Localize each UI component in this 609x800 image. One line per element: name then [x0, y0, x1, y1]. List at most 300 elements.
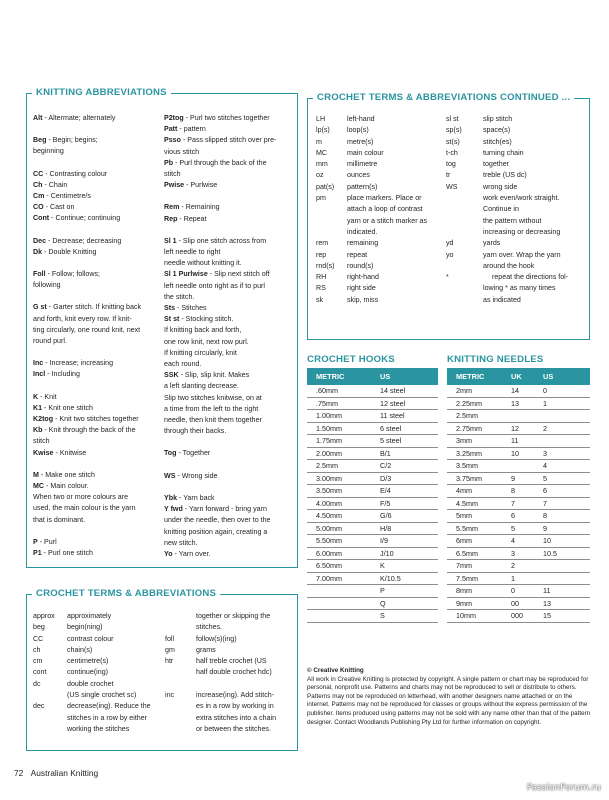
page-number: 72 — [14, 768, 24, 778]
spacer — [33, 124, 161, 135]
abbreviation-definition: - Stocking stitch. — [179, 315, 234, 324]
abbreviation-definition: - pattern — [177, 125, 206, 134]
table-row — [307, 535, 438, 548]
term-abbreviation — [446, 295, 483, 306]
abbreviation-entry — [164, 124, 296, 135]
term-row — [316, 193, 448, 204]
table-cell: 6mm — [456, 536, 472, 546]
abbreviation-entry — [33, 191, 161, 202]
abbreviation-definition: - Continue; continuing — [49, 214, 121, 223]
crochet-terms-continued-title: CROCHET TERMS & ABBREVIATIONS CONTINUED ... — [313, 92, 574, 103]
abbreviation-entry — [33, 515, 161, 526]
table-cell: 2 — [543, 423, 547, 433]
abbreviation-term: Cm — [33, 192, 45, 201]
abbreviation-entry — [33, 314, 161, 325]
crochet-terms-column-1 — [33, 611, 169, 735]
abbreviation-entry — [164, 303, 296, 314]
spacer — [164, 225, 296, 236]
term-row — [446, 137, 586, 148]
table-header-cell: US — [380, 372, 391, 381]
term-abbreviation — [446, 193, 483, 204]
abbreviation-entry — [33, 202, 161, 213]
copyright-heading: © Creative Knitting — [307, 667, 364, 674]
knitting-needles-title: KNITTING NEEDLES — [447, 354, 544, 365]
term-meaning: half treble crochet (US — [196, 657, 267, 666]
abbreviation-entry — [164, 393, 296, 404]
term-row — [446, 250, 586, 261]
table-cell: 8 — [543, 511, 547, 521]
term-row — [33, 622, 169, 633]
abbreviation-entry — [164, 426, 296, 437]
term-abbreviation: st(s) — [446, 137, 460, 146]
abbreviation-definition: - Knit — [38, 392, 57, 401]
term-row — [316, 227, 448, 238]
term-meaning: attach a loop of contrast — [347, 205, 423, 214]
abbreviation-entry — [33, 302, 161, 313]
abbreviation-definition: the stitch. — [164, 292, 195, 301]
term-abbreviation: rep — [316, 250, 327, 259]
abbreviation-term: WS — [164, 471, 176, 480]
abbreviation-definition: a time from the left to the right — [164, 404, 259, 413]
table-cell: 3.50mm — [316, 486, 342, 496]
abbreviation-entry — [33, 369, 161, 380]
table-cell: 5.50mm — [316, 536, 342, 546]
table-cell: 2.25mm — [456, 398, 482, 408]
abbreviation-definition: under the needle, then over to the — [164, 516, 271, 525]
table-cell: D/3 — [380, 473, 392, 483]
table-cell: 5.00mm — [316, 523, 342, 533]
term-row — [316, 159, 448, 170]
abbreviation-definition: - Yarn over. — [172, 549, 211, 558]
term-row — [165, 713, 297, 724]
table-row — [447, 460, 590, 473]
term-meaning: work even/work straight. — [483, 194, 560, 203]
abbreviation-definition: - Garter stitch. If knitting back — [46, 303, 142, 312]
term-row — [446, 238, 586, 249]
abbreviation-entry — [33, 492, 161, 503]
term-abbreviation: rem — [316, 239, 329, 248]
table-cell: .75mm — [316, 398, 338, 408]
term-meaning: together — [483, 160, 510, 169]
abbreviation-definition: ting circularly, one round knit, next — [33, 325, 141, 334]
term-abbreviation — [33, 713, 67, 724]
abbreviation-definition: - Contrasting colour — [43, 169, 108, 178]
term-meaning: the pattern without — [483, 216, 542, 225]
term-meaning: right-hand — [347, 273, 379, 282]
abbreviation-entry — [164, 247, 296, 258]
table-cell: 1.50mm — [316, 423, 342, 433]
table-row — [447, 560, 590, 573]
term-row — [316, 238, 448, 249]
abbreviation-definition: a left slanting decrease. — [164, 382, 239, 391]
table-cell: P — [380, 586, 385, 596]
term-abbreviation: beg — [33, 623, 45, 632]
table-cell: 2.00mm — [316, 448, 342, 458]
table-cell: 4 — [543, 461, 547, 471]
table-cell: 7 — [543, 498, 547, 508]
term-abbreviation — [316, 216, 347, 227]
table-cell: 4.5mm — [456, 498, 478, 508]
abbreviation-term: Pwise — [164, 181, 185, 190]
abbreviation-definition: that is dominant. — [33, 515, 86, 524]
abbreviation-term: Cont — [33, 214, 50, 223]
term-abbreviation: LH — [316, 115, 326, 123]
abbreviation-definition: left needle onto right as if to purl — [164, 281, 265, 290]
term-row — [33, 656, 169, 667]
term-meaning: ounces — [347, 171, 370, 180]
term-meaning: continue(ing) — [67, 668, 109, 677]
table-cell: 2mm — [456, 386, 472, 396]
abbreviation-term: CO — [33, 203, 44, 212]
table-cell: 2.5mm — [456, 411, 478, 421]
abbreviation-term: P — [33, 537, 38, 546]
abbreviation-definition: - Cast on — [43, 203, 75, 212]
abbreviation-entry — [33, 325, 161, 336]
table-row — [447, 485, 590, 498]
term-meaning: loop(s) — [347, 126, 369, 135]
abbreviation-entry — [164, 359, 296, 370]
table-cell: 2 — [511, 561, 515, 571]
spacer — [164, 460, 296, 471]
term-row — [446, 159, 586, 170]
abbreviation-definition: - Together — [176, 449, 211, 458]
crochet-hooks-title: CROCHET HOOKS — [307, 354, 395, 365]
table-cell: 3.25mm — [456, 448, 482, 458]
abbreviation-definition: - Decrease; decreasing — [46, 236, 122, 245]
table-cell: 1 — [543, 398, 547, 408]
abbreviation-entry — [33, 280, 161, 291]
term-meaning: place markers. Place or — [347, 194, 422, 203]
table-cell: 9 — [543, 523, 547, 533]
table-cell: 15 — [543, 611, 551, 621]
table-row — [307, 410, 438, 423]
term-abbreviation: sl st — [446, 115, 459, 123]
abbreviation-entry — [33, 503, 161, 514]
term-abbreviation: approx — [33, 612, 55, 620]
term-abbreviation: tog — [446, 160, 456, 169]
table-cell: G/6 — [380, 511, 392, 521]
table-row — [447, 410, 590, 423]
term-row — [316, 170, 448, 181]
copyright-notice — [307, 667, 592, 727]
term-row — [316, 272, 448, 283]
spacer — [164, 437, 296, 448]
table-cell: 11 steel — [380, 411, 405, 421]
abbreviation-definition: - Slip one stitch across from — [176, 236, 267, 245]
term-row — [165, 667, 297, 678]
term-row — [165, 690, 297, 701]
term-meaning: follow(s)(ing) — [196, 634, 237, 643]
term-meaning: metre(s) — [347, 137, 374, 146]
spacer — [164, 191, 296, 202]
term-meaning: centimetre(s) — [67, 657, 109, 666]
table-row — [307, 423, 438, 436]
term-meaning: yards — [483, 239, 501, 248]
table-cell: 0 — [511, 586, 515, 596]
crochet-terms-continued-column-2 — [446, 114, 586, 306]
knitting-abbreviations-title: KNITTING ABBREVIATIONS — [32, 87, 171, 98]
term-row — [33, 701, 169, 712]
abbreviation-entry — [164, 493, 296, 504]
term-row — [316, 295, 448, 306]
table-row — [307, 510, 438, 523]
table-header-cell: US — [543, 372, 554, 381]
abbreviation-definition: round purl. — [33, 337, 67, 346]
term-row — [316, 182, 448, 193]
table-row — [447, 473, 590, 486]
abbreviation-entry — [164, 471, 296, 482]
abbreviation-term: Patt — [164, 125, 178, 134]
term-abbreviation: gm — [165, 645, 175, 654]
term-abbreviation: yo — [446, 250, 454, 259]
abbreviation-entry — [164, 258, 296, 269]
abbreviation-entry — [164, 415, 296, 426]
term-meaning: chain(s) — [67, 645, 93, 654]
abbreviation-definition: - Centimetre/s — [44, 192, 91, 201]
table-cell: 12 — [511, 423, 519, 433]
abbreviation-term: Psso — [164, 136, 181, 145]
term-meaning: remaining — [347, 239, 379, 248]
table-cell: 4.50mm — [316, 511, 342, 521]
abbreviation-entry — [164, 158, 296, 169]
term-meaning: yarn over. Wrap the yarn — [483, 250, 561, 259]
abbreviation-definition: stitch — [164, 170, 181, 179]
abbreviation-definition: - Purl through the back of the — [173, 158, 267, 167]
term-row — [446, 204, 586, 215]
abbreviation-term: K1 — [33, 403, 43, 412]
term-abbreviation — [33, 690, 67, 701]
abbreviation-definition: - Knitwise — [53, 448, 87, 457]
term-meaning: grams — [196, 645, 216, 654]
table-cell: B/1 — [380, 448, 391, 458]
term-meaning: stitches in a row by either — [67, 713, 148, 722]
table-cell: 3 — [511, 548, 515, 558]
term-abbreviation: lp(s) — [316, 126, 330, 135]
term-abbreviation — [316, 227, 347, 238]
abbreviation-definition: - Yarn forward - bring yarn — [182, 505, 267, 514]
table-row — [447, 423, 590, 436]
abbreviation-entry — [33, 448, 161, 459]
table-cell: 10mm — [456, 611, 476, 621]
abbreviation-term: Tog — [164, 449, 177, 458]
table-cell: J/10 — [380, 548, 394, 558]
table-cell: 8 — [511, 486, 515, 496]
table-row — [447, 448, 590, 461]
abbreviation-definition: - Purl — [37, 537, 57, 546]
table-cell: 12 steel — [380, 398, 406, 408]
abbreviation-definition: - Slip, slip knit. Makes — [178, 371, 250, 380]
abbreviation-entry — [33, 336, 161, 347]
abbreviation-term: Sts — [164, 304, 176, 313]
abbreviation-term: Yo — [164, 549, 173, 558]
term-abbreviation: cont — [33, 668, 47, 677]
table-row — [447, 610, 590, 623]
table-cell: 1.00mm — [316, 411, 342, 421]
abbreviation-entry — [164, 549, 296, 560]
table-cell: 3.00mm — [316, 473, 342, 483]
abbreviation-term: Inc — [33, 359, 44, 368]
table-cell: 7.5mm — [456, 573, 478, 583]
abbreviation-definition: knitting position again, creating a — [164, 527, 268, 536]
spacer — [33, 381, 161, 392]
abbreviation-definition: following — [33, 281, 61, 290]
term-row — [316, 216, 448, 227]
term-abbreviation: rnd(s) — [316, 261, 335, 270]
table-row — [307, 560, 438, 573]
spacer — [33, 258, 161, 269]
term-row — [165, 634, 297, 645]
abbreviation-entry — [164, 169, 296, 180]
term-row — [33, 679, 169, 690]
crochet-terms-column-2 — [165, 611, 297, 735]
term-row — [33, 724, 169, 735]
abbreviation-entry — [164, 504, 296, 515]
abbreviation-definition: each round. — [164, 360, 202, 369]
term-abbreviation: t-ch — [446, 148, 458, 157]
term-row — [165, 701, 297, 712]
table-cell: 6.00mm — [316, 548, 342, 558]
abbreviation-entry — [33, 470, 161, 481]
term-abbreviation: oz — [316, 171, 324, 180]
term-abbreviation: pat(s) — [316, 182, 335, 191]
term-meaning: right side — [347, 284, 376, 293]
term-row — [446, 170, 586, 181]
knitting-abbreviations-column-2 — [164, 113, 296, 560]
table-row — [447, 523, 590, 536]
term-meaning: working the stitches — [67, 724, 130, 733]
abbreviation-definition: new stitch. — [164, 538, 198, 547]
term-abbreviation — [165, 611, 196, 622]
table-header-cell: METRIC — [316, 372, 345, 381]
term-meaning: or between the stitches. — [196, 724, 271, 733]
page-footer — [14, 768, 98, 778]
abbreviation-definition: needle, then knit them together — [164, 416, 262, 425]
term-abbreviation: m — [316, 137, 322, 146]
term-meaning: Continue in — [483, 205, 519, 214]
term-meaning: extra stitches into a chain — [196, 713, 277, 722]
term-meaning: repeat the directions fol- — [492, 273, 569, 282]
term-meaning: repeat — [347, 250, 368, 259]
abbreviation-definition: - Knit one stitch — [42, 403, 93, 412]
table-cell: K/10.5 — [380, 573, 401, 583]
abbreviation-entry — [164, 527, 296, 538]
term-meaning: skip, miss — [347, 295, 379, 304]
abbreviation-term: P1 — [33, 549, 42, 558]
abbreviation-definition: - Increase; increasing — [43, 359, 114, 368]
term-abbreviation: cm — [33, 657, 43, 666]
abbreviation-entry — [33, 269, 161, 280]
abbreviation-term: St st — [164, 315, 180, 324]
knitting-abbreviations-column-1 — [33, 113, 161, 559]
term-abbreviation — [33, 724, 67, 735]
abbreviation-term: Dec — [33, 236, 47, 245]
abbreviation-term: Sl 1 Purlwise — [164, 270, 208, 279]
abbreviation-term: Foll — [33, 270, 46, 279]
table-cell: 9 — [511, 473, 515, 483]
publication-name: Australian Knitting — [30, 768, 99, 778]
table-cell: 5 steel — [380, 436, 402, 446]
term-abbreviation: RS — [316, 284, 326, 293]
table-cell: 5.5mm — [456, 523, 478, 533]
term-meaning: decrease(ing). Reduce the — [67, 702, 151, 711]
term-row — [446, 283, 586, 294]
term-abbreviation — [165, 667, 196, 678]
abbreviation-definition: beginning — [33, 147, 64, 156]
table-header-cell: METRIC — [456, 372, 485, 381]
term-meaning: half double crochet hdc) — [196, 668, 272, 677]
term-row — [446, 148, 586, 159]
spacer — [33, 459, 161, 470]
table-row — [307, 573, 438, 586]
term-meaning: increase(ing). Add stitch- — [196, 691, 275, 700]
abbreviation-term: Incl — [33, 370, 46, 379]
table-cell: 6 steel — [380, 423, 402, 433]
abbreviation-term: SSK — [164, 371, 179, 380]
abbreviation-entry — [164, 337, 296, 348]
table-cell: 10 — [543, 536, 551, 546]
spacer — [33, 347, 161, 358]
term-row — [165, 645, 297, 656]
abbreviation-entry — [164, 269, 296, 280]
abbreviation-definition: - Double Knitting — [42, 247, 97, 256]
abbreviation-definition: left needle to right — [164, 248, 221, 257]
abbreviation-term: Y fwd — [164, 505, 183, 514]
abbreviation-definition: - Knit through the back of the — [42, 426, 136, 435]
term-row — [446, 227, 586, 238]
abbreviation-definition: - Knit two stitches together — [53, 415, 139, 424]
copyright-body: All work in Creative Knitting is protected by copyright. A single pattern or chart may be reproduced for personal, nonprofit use. Patterns and charts may not be reproduced to sell or distribute to others. Patterns may not be reproduced on letterhead, with another designers name attached or on the internet. Patterns may not be reproduced for classes or groups without the express permission of the publisher. Items produced using patterns may not be sold with any name other than that of the pattern designer. Contact Woodlands Publishing Pty Ltd for further information on copyright. — [307, 675, 591, 726]
term-abbreviation: dec — [33, 702, 45, 711]
spacer — [164, 482, 296, 493]
table-cell: 10 — [511, 448, 519, 458]
table-cell: 5 — [543, 473, 547, 483]
term-abbreviation: sp(s) — [446, 126, 462, 135]
abbreviation-entry — [164, 180, 296, 191]
term-abbreviation: sk — [316, 295, 324, 304]
term-meaning: as indicated — [483, 295, 521, 304]
table-cell: 6.5mm — [456, 548, 478, 558]
crochet-hooks-table — [307, 368, 438, 623]
table-row — [307, 523, 438, 536]
abbreviation-definition: If knitting circularly, knit — [164, 348, 237, 357]
table-cell: 6 — [511, 511, 515, 521]
abbreviation-entry — [164, 214, 296, 225]
abbreviation-definition: If knitting back and forth, — [164, 326, 242, 335]
abbreviation-term: Kwise — [33, 448, 54, 457]
abbreviation-entry — [33, 414, 161, 425]
abbreviation-definition: stitch — [33, 437, 50, 446]
table-cell: 11 — [543, 586, 551, 596]
term-row — [316, 250, 448, 261]
term-row — [165, 622, 297, 633]
table-row — [307, 385, 438, 398]
table-row — [447, 598, 590, 611]
term-meaning: turning chain — [483, 148, 524, 157]
abbreviation-definition: - Follow; follows; — [45, 270, 101, 279]
term-meaning: left-hand — [347, 115, 375, 123]
term-abbreviation: inc — [165, 691, 175, 700]
term-abbreviation: CC — [33, 634, 44, 643]
table-cell: K — [380, 561, 385, 571]
abbreviation-definition: When two or more colours are — [33, 493, 129, 502]
abbreviation-definition: - Main colour. — [44, 482, 89, 491]
table-cell: 4 — [511, 536, 515, 546]
abbreviation-term: Ch — [33, 180, 43, 189]
term-abbreviation: WS — [446, 182, 458, 191]
abbreviation-entry — [164, 292, 296, 303]
term-abbreviation — [165, 679, 196, 690]
term-meaning: es in a row by working in — [196, 702, 274, 711]
